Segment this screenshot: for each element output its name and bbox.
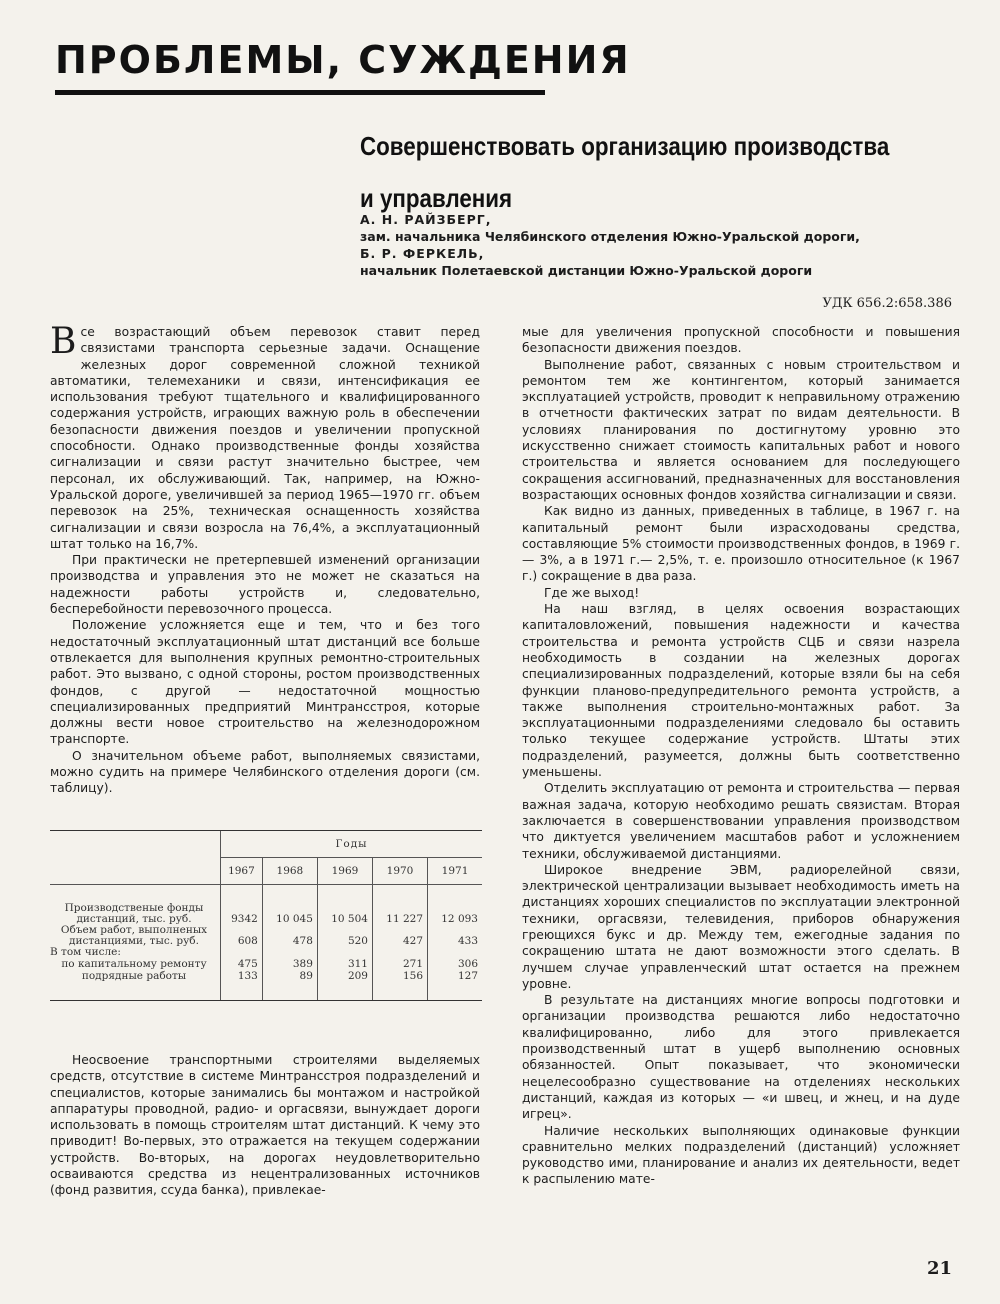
- table-cell: 427: [372, 925, 427, 947]
- left-column-bottom: [50, 1052, 480, 1199]
- table-cell: 127: [428, 970, 482, 982]
- author-1-position: зам. начальника Челябинского отделения Южно-Уральской дороги,: [360, 229, 860, 244]
- paragraph: При практически не претерпевшей изменений организации производства и управления это не может не сказаться на надежности работы устройств и, следовательно, бесперебойности перевозочного процесса.: [50, 553, 480, 617]
- year-header: 1971: [428, 858, 482, 885]
- table-cell: 156: [372, 970, 427, 982]
- row-label: Объем работ, выполненых дистанциями, тыс. руб.: [60, 924, 208, 947]
- paragraph: Отделить эксплуатацию от ремонта и строительства — первая важная задача, которую необходимо решать связистам. Вторая заключается в совершенствовании управления производством что диктуется увеличением масштабов работ и усложнением техники, обслуживаемой дистанциями.: [522, 781, 960, 861]
- table-row: [50, 958, 482, 970]
- table-row: [50, 925, 482, 947]
- author-1-name: А. Н. РАЙЗБЕРГ,: [360, 212, 492, 227]
- table-cell: 209: [317, 970, 372, 982]
- years-header: Годы: [221, 831, 483, 858]
- row-label: подрядные работы: [81, 969, 187, 982]
- table-row: [50, 903, 482, 925]
- table-cell: 311: [317, 958, 372, 970]
- author-2-name: Б. Р. ФЕРКЕЛЬ,: [360, 246, 485, 261]
- section-divider: [55, 90, 545, 95]
- paragraph: Как видно из данных, приведенных в таблице, в 1967 г. на капитальный ремонт были израсходованы средства, составляющие 5% стоимости производственных фондов, в 1969 г.— 3%, а в 1971 г.— 2,5%, т. е. произошло относительное (к 1967 г.) сокращение в два раза.: [522, 504, 960, 584]
- article-title-line-1: Совершенствовать организацию производства: [360, 131, 890, 161]
- table-cell: 11 227: [372, 903, 427, 925]
- table-cell: 9342: [221, 903, 263, 925]
- statistics-table: [50, 830, 482, 1001]
- table-cell: 608: [221, 925, 263, 947]
- udk-code: УДК 656.2:658.386: [822, 296, 952, 311]
- paragraph: В результате на дистанциях многие вопросы подготовки и организации производства решаются либо недостаточно квалифицированно, либо для этого привлекается производственный штат в ущерб выполнению основных обязанностей. Опыт показывает, что экономически нецелесообразно существование на отделениях нескольких дистанций, каждая из которых — «и швец, и жнец, и на дуде игрец».: [522, 993, 960, 1122]
- paragraph: Выполнение работ, связанных с новым строительством и ремонтом тем же контингентом, который занимается эксплуатацией устройств, проводит к неправильному отражению в отчетности фактических затрат по видам деятельности. В условиях планирования по достигнутому уровню это искусственно снижает стоимость капитальных работ и нового строительства и является основанием для последующего сокращения ассигнований, предназначенных для восстановления возрастающих основных фондов хозяйства сигнализации и связи.: [522, 357, 960, 502]
- row-label: Производственые фонды дистанций, тыс. руб.: [64, 902, 204, 925]
- table-cell: 10 045: [262, 903, 317, 925]
- year-header: 1969: [317, 858, 372, 885]
- article-title: [360, 120, 890, 224]
- table-cell: 478: [262, 925, 317, 947]
- table-cell: 475: [221, 958, 263, 970]
- table-cell: 271: [372, 958, 427, 970]
- right-column: [522, 324, 960, 1188]
- row-label: В том числе:: [50, 946, 121, 958]
- left-column-top: [50, 321, 480, 797]
- article-title-line-2: и управления: [360, 183, 513, 213]
- paragraph: На наш взгляд, в целях освоения возрастающих капиталовложений, повышения надежности и качества строительства и ремонта устройств СЦБ и связи назрела необходимость в создании на железных дорогах специализированных подразделений, которые взяли бы на себя функции планово-предупредительного ремонта устройств, а также выполнения строительно-монтажных работ. За эксплуатационными подразделениями следовало бы оставить только текущее содержание устройств. Штаты этих подразделений, разумеется, должны быть соответственно уменьшены.: [522, 602, 960, 780]
- paragraph: Где же выход!: [544, 585, 640, 600]
- authors-block: [360, 211, 960, 279]
- table-row: [50, 970, 482, 982]
- table-cell: 12 093: [428, 903, 482, 925]
- year-header: 1968: [262, 858, 317, 885]
- table-row: [50, 947, 482, 958]
- page-number: 21: [926, 1258, 952, 1279]
- paragraph: Положение усложняется еще и тем, что и без того недостаточный эксплуатационный штат дистанций все больше отвлекается для выполнения крупных ремонтно-строительных работ. Это вызвано, с одной стороны, ростом производственных фондов, с другой — недостаточной мощностью специализированных предприятий Минтрансстроя, которые должны вести новое строительство на железнодорожном транспорте.: [50, 618, 480, 747]
- table-cell: 389: [262, 958, 317, 970]
- table-cell: 306: [428, 958, 482, 970]
- table-cell: 133: [221, 970, 263, 982]
- drop-cap: В: [50, 321, 77, 362]
- paragraph: О значительном объеме работ, выполняемых связистами, можно судить на примере Челябинского отделения дороги (см. таблицу).: [50, 748, 480, 796]
- section-title: ПРОБЛЕМЫ, СУЖДЕНИЯ: [55, 38, 631, 82]
- paragraph: мые для увеличения пропускной способности и повышения безопасности движения поездов.: [522, 325, 960, 356]
- paragraph: Неосвоение транспортными строителями выделяемых средств, отсутствие в системе Минтрансстроя подразделений и специалистов, которые занимались бы монтажом и настройкой аппаратуры проводной, радио- и оргасвязи, вынуждает дороги использовать в помощь строителям штат дистанций. К чему это приводит! Во-первых, это отражается на текущем содержании устройств. Во-вторых, на дорогах неудовлетворительно осваиваются средства из нецентрализованных источников (фонд развития, ссуда банка), привлекае-: [50, 1053, 480, 1198]
- table-cell: 520: [317, 925, 372, 947]
- table-cell: 433: [428, 925, 482, 947]
- paragraph: [50, 321, 480, 552]
- table-cell: 10 504: [317, 903, 372, 925]
- table-cell: 89: [262, 970, 317, 982]
- table-corner: [50, 831, 221, 885]
- year-header: 1967: [221, 858, 263, 885]
- paragraph: Широкое внедрение ЭВМ, радиорелейной связи, электрической централизации вызывает необходимость иметь на дистанциях хороших специалистов по эксплуатации электронной техники, оргасвязи, телевидения, приборов обнаружения греющихся букс и др. Между тем, ежегодные задания по сокращению штата не дают возможности этого сделать. В лучшем случае управленческий штат остается на прежнем уровне.: [522, 862, 960, 991]
- paragraph: Наличие нескольких выполняющих одинаковые функции сравнительно мелких подразделений (дистанций) усложняет руководство ими, планирование и анализ их деятельности, ведет к распылению мате-: [522, 1123, 960, 1187]
- author-2-position: начальник Полетаевской дистанции Южно-Уральской дороги: [360, 263, 813, 278]
- paragraph-text: се возрастающий объем перевозок ставит перед связистами транспорта серьезные задачи. Оснащение железных дорог современной сложной техникой автоматики, телемеханики и связи, интенсификация ее использования требуют тщательного и квалифицированного содержания устройств, играющих важную роль в обеспечении безопасности движения поездов и увеличении пропускной способности. Однако производственные фонды хозяйства сигнализации и связи растут значительно быстрее, чем персонал, их обслуживающий. Так, например, на Южно-Уральской дороге, увеличившей за период 1965—1970 гг. объем перевозок на 25%, техническая оснащенность хозяйства сигнализации и связи возросла на 76,4%, а эксплуатационный штат только на 16,7%.: [50, 325, 480, 551]
- row-label: по капитальному ремонту: [61, 957, 207, 970]
- year-header: 1970: [372, 858, 427, 885]
